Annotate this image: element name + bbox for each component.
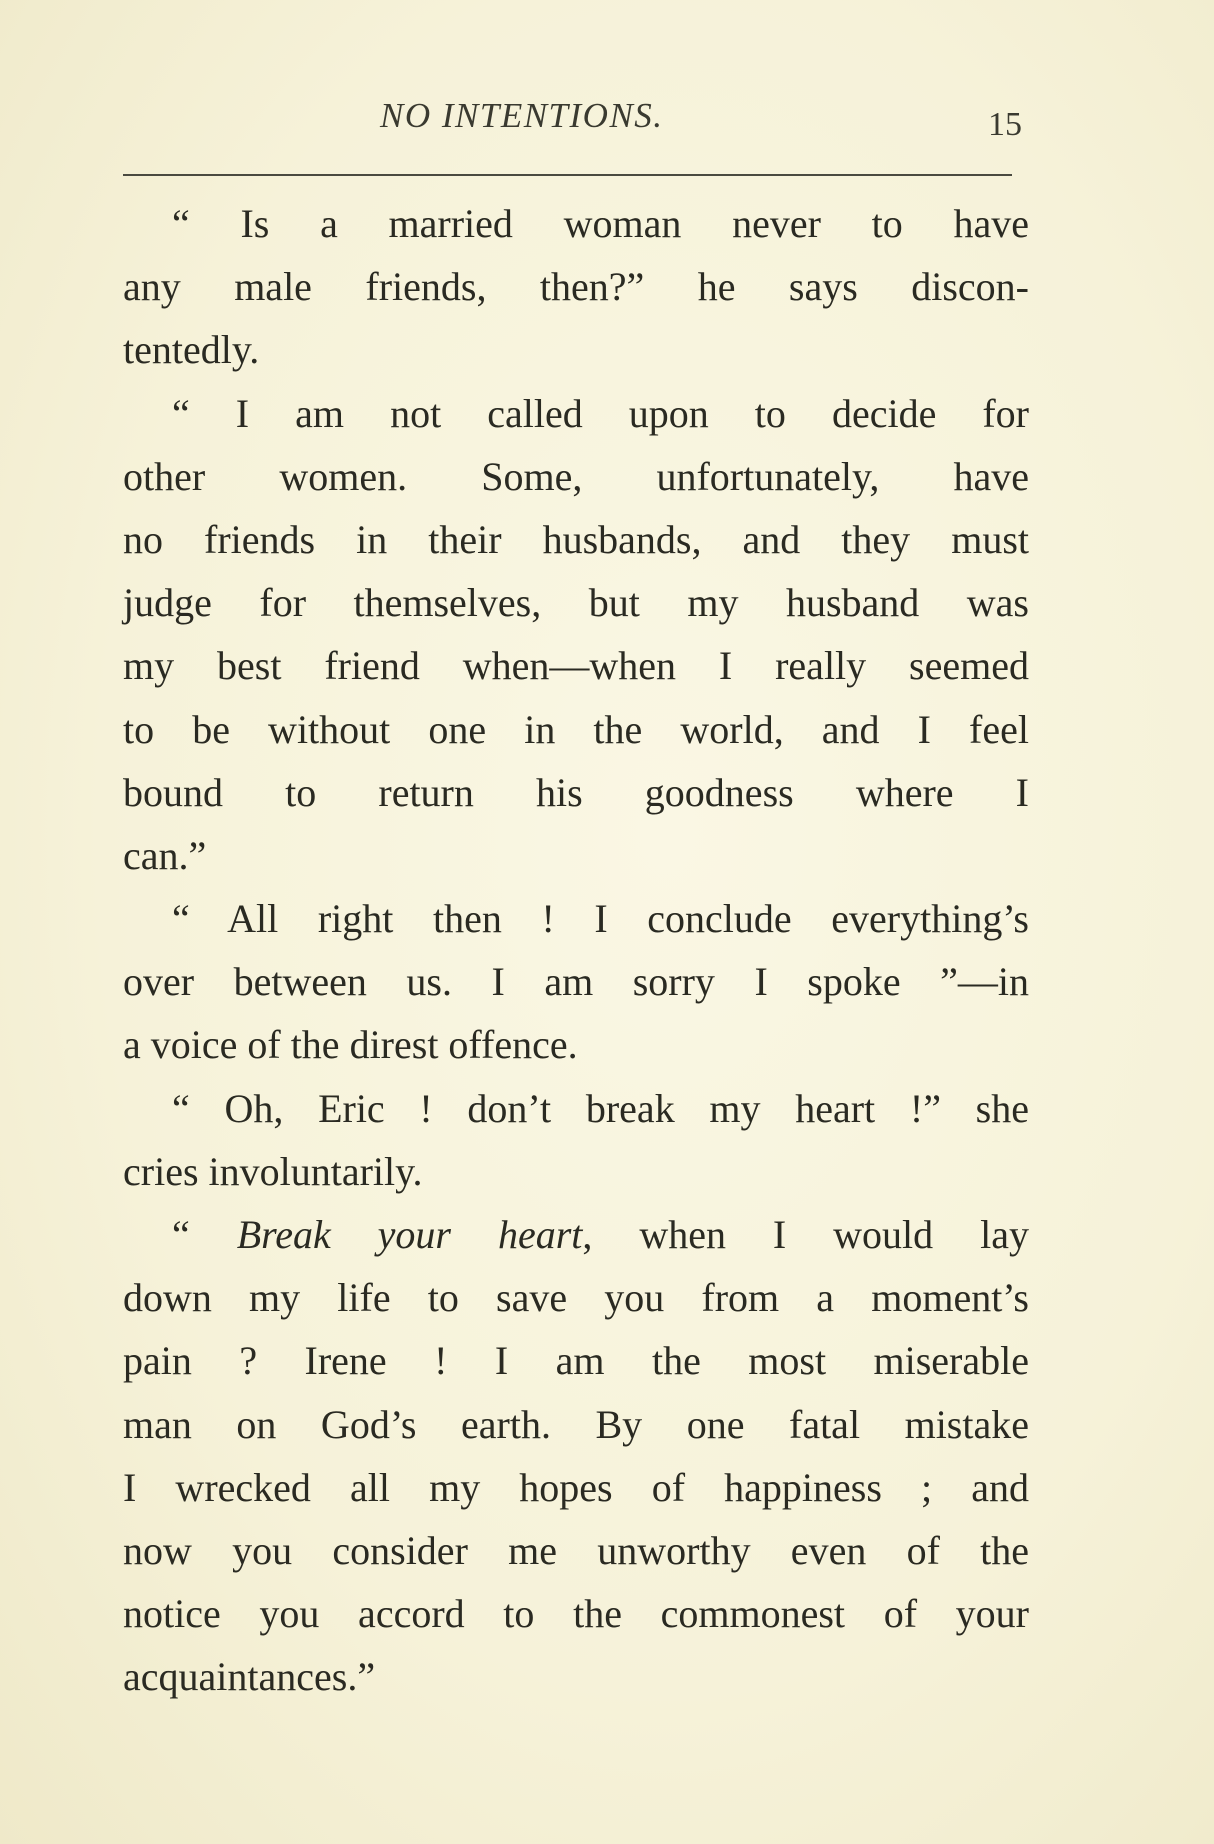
header-rule	[123, 174, 1012, 176]
running-head-title: NO INTENTIONS.	[380, 96, 664, 135]
text-line: cries involuntarily.	[123, 1148, 423, 1194]
text-line: judge for themselves, but my husband was	[123, 580, 1029, 626]
text-line: other women. Some, unfortunately, have	[123, 453, 1029, 499]
body-text	[123, 192, 1029, 1709]
page-number: 15	[988, 106, 1022, 143]
text-line: man on God’s earth. By one fatal mistake	[123, 1401, 1029, 1447]
text-line: to be without one in the world, and I feel	[123, 706, 1029, 752]
text-line: “ I am not called upon to decide for	[172, 390, 1029, 436]
text-line: a voice of the direst offence.	[123, 1022, 578, 1068]
text-line: “ Is a married woman never to have	[172, 201, 1029, 246]
text-line: I wrecked all my hopes of happiness ; and	[123, 1464, 1029, 1510]
italic-phrase: Break your heart	[236, 1212, 583, 1257]
line-remainder: , when I would lay	[582, 1212, 1029, 1257]
text-line: “ Oh, Eric ! don’t break my heart !” she	[172, 1085, 1029, 1131]
text-line: tentedly.	[123, 327, 260, 373]
text-line: no friends in their husbands, and they must	[123, 516, 1029, 562]
text-line: down my life to save you from a moment’s	[123, 1275, 1029, 1321]
text-line: notice you accord to the commonest of your	[123, 1591, 1029, 1637]
text-line: pain ? Irene ! I am the most miserable	[123, 1338, 1029, 1384]
text-line: over between us. I am sorry I spoke ”—in	[123, 959, 1029, 1005]
open-quote: “	[172, 1212, 237, 1257]
text-line: can.”	[123, 832, 207, 878]
text-line: bound to return his goodness where I	[123, 769, 1029, 815]
text-line: my best friend when—when I really seemed	[123, 643, 1029, 689]
text-line: “ All right then ! I conclude everything’s	[172, 896, 1029, 942]
text-line: acquaintances.”	[123, 1654, 376, 1700]
text-line	[123, 1203, 1029, 1266]
text-line: now you consider me unworthy even of the	[123, 1527, 1029, 1573]
text-line: any male friends, then?” he says discon-	[123, 264, 1029, 310]
